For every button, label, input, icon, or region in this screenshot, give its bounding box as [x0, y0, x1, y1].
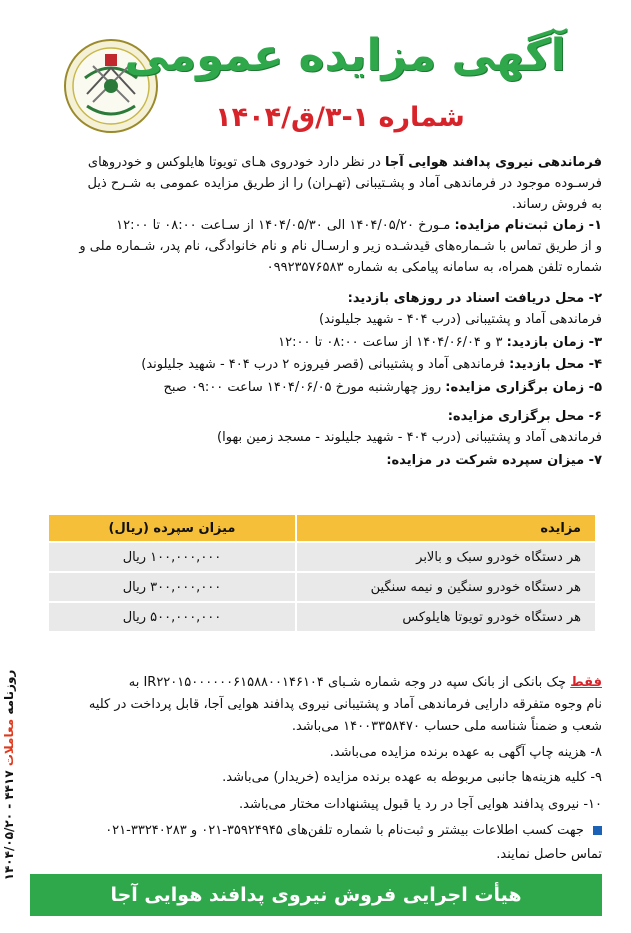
intro-text-2: فرسـوده موجود در فرماندهی آماد و پشـتیبانی (تهـران) را از طریق مزایده عمومی به شـرح ذیل	[87, 176, 602, 191]
item-4-label: ۴- محل بازدید:	[509, 357, 602, 372]
table-row	[48, 572, 596, 602]
side-brand: معاملات	[2, 718, 16, 767]
item-2-text: فرماندهی آماد و پشتیبانی (درب ۴۰۴ - شهید جلیلوند)	[319, 312, 602, 327]
payment-text-3: شعب و ضمناً شناسه ملی حساب ۱۴۰۰۳۳۵۸۴۷۰ می‌باشد.	[291, 719, 602, 734]
item-1-text-2: و از طریق تماس با شـماره‌های قیدشـده زیر و ارسـال نام و نام خانوادگی، نام پدر، شـماره ملی و	[79, 239, 602, 254]
item-6-label-row	[30, 406, 602, 427]
item-4	[30, 354, 602, 375]
payment-text-2: نام وجوه متفرقه دارایی فرماندهی آماد و پشتیبانی نیروی پدافند هوایی آجا، قابل پرداخت در کلیه	[88, 697, 602, 712]
item-7-label: ۷- میزان سپرده شرکت در مزایده:	[386, 453, 602, 468]
note-10: ۱۰- نیروی پدافند هوایی آجا در رد یا قبول پیشنهادات مختار می‌باشد.	[239, 797, 602, 812]
table-header-auction: مزایده	[296, 514, 596, 542]
side-label: روزنامه	[2, 669, 16, 715]
page-title: آگهی مزایده عمومی	[124, 30, 566, 81]
side-meta: ۴۴۱۷ - ۱۴۰۴/۰۵/۲۰	[2, 770, 16, 881]
payment-only: فقط	[570, 675, 602, 690]
item-5-text: روز چهارشنبه مورخ ۱۴۰۴/۰۶/۰۵ ساعت ۰۹:۰۰ صبح	[163, 380, 442, 395]
item-5	[30, 377, 602, 398]
table-cell-amount: ۵۰۰,۰۰۰,۰۰۰ ریال	[48, 602, 296, 632]
item-6-text: فرماندهی آماد و پشتیبانی (درب ۴۰۴ - شهید جلیلوند - مسجد زمین بهوا)	[217, 430, 602, 445]
payment-text-1: چک بانکی از بانک سپه در وجه شماره شـبای IR۲۲۰۱۵۰۰۰۰۰۰۶۱۵۸۸۰۰۱۴۶۱۰۴ به	[128, 675, 567, 690]
intro-text-3: به فروش رساند.	[511, 197, 602, 212]
item-5-label: ۵- زمان برگزاری مزایده:	[445, 380, 602, 395]
item-7-label-row	[30, 450, 602, 471]
item-1	[30, 215, 602, 236]
table-header-row	[48, 514, 596, 542]
payment-line-1	[30, 672, 602, 693]
table-cell-item: هر دستگاه خودرو سنگین و نیمه سنگین	[296, 572, 596, 602]
organizer-name: فرماندهی نیروی پدافند هوایی آجا	[385, 155, 602, 170]
item-1-text-1: مـورخ ۱۴۰۴/۰۵/۲۰ الی ۱۴۰۴/۰۵/۳۰ از سـاعت ۰۸:۰۰ تا ۱۲:۰۰	[116, 218, 451, 233]
announcement-number: شماره ۱-۳/ق/۱۴۰۴	[215, 102, 465, 133]
item-6-label: ۶- محل برگزاری مزایده:	[447, 409, 602, 424]
item-2-heading: ۲- محل دریافت اسناد در روزهای بازدید:	[347, 291, 602, 306]
contact-line-1	[30, 820, 602, 841]
item-1-label: ۱- زمان ثبت‌نام مزایده:	[454, 218, 602, 233]
table-cell-item: هر دستگاه خودرو تویوتا هایلوکس	[296, 602, 596, 632]
bullet-square-icon	[593, 826, 602, 835]
contact-text-1: جهت کسب اطلاعات بیشتر و ثبت‌نام با شماره تلفن‌های ۳۵۹۲۴۹۴۵-۰۲۱ و ۳۳۲۴۰۲۸۳-۰۲۱	[105, 823, 584, 838]
table-row	[48, 602, 596, 632]
item-1-text-3: شماره تلفن همراه، به سامانه پیامکی به شماره ۰۹۹۲۳۵۷۶۵۸۳	[266, 260, 602, 275]
item-3	[30, 332, 602, 353]
table-cell-item: هر دستگاه خودرو سبک و بالابر	[296, 542, 596, 572]
newspaper-side-label	[2, 640, 20, 910]
note-9: ۹- کلیه هزینه‌ها جانبی مربوطه به عهده برنده مزایده (خریدار) می‌باشد.	[222, 770, 602, 785]
contact-text-2: تماس حاصل نمایند.	[496, 847, 602, 862]
footer-banner: هیأت اجرایی فروش نیروی پدافند هوایی آجا	[30, 874, 602, 916]
intro-line-1	[30, 152, 602, 173]
item-4-text: فرماندهی آماد و پشتیبانی (قصر فیروزه ۲ درب ۴۰۴ - شهید جلیلوند)	[141, 357, 505, 372]
table-cell-amount: ۳۰۰,۰۰۰,۰۰۰ ریال	[48, 572, 296, 602]
note-8: ۸- هزینه چاپ آگهی به عهده برنده مزایده می‌باشد.	[329, 745, 602, 760]
intro-text-1: در نظر دارد خودروی هـای تویوتا هایلوکس و خودروهای	[87, 155, 381, 170]
deposit-table	[47, 513, 597, 633]
table-header-deposit: میزان سپرده (ریال)	[48, 514, 296, 542]
table-cell-amount: ۱۰۰,۰۰۰,۰۰۰ ریال	[48, 542, 296, 572]
item-2-label	[30, 288, 602, 309]
item-3-label: ۳- زمان بازدید:	[506, 335, 602, 350]
item-3-text: ۳ و ۱۴۰۴/۰۶/۰۴ از ساعت ۰۸:۰۰ تا ۱۲:۰۰	[278, 335, 503, 350]
table-row	[48, 542, 596, 572]
